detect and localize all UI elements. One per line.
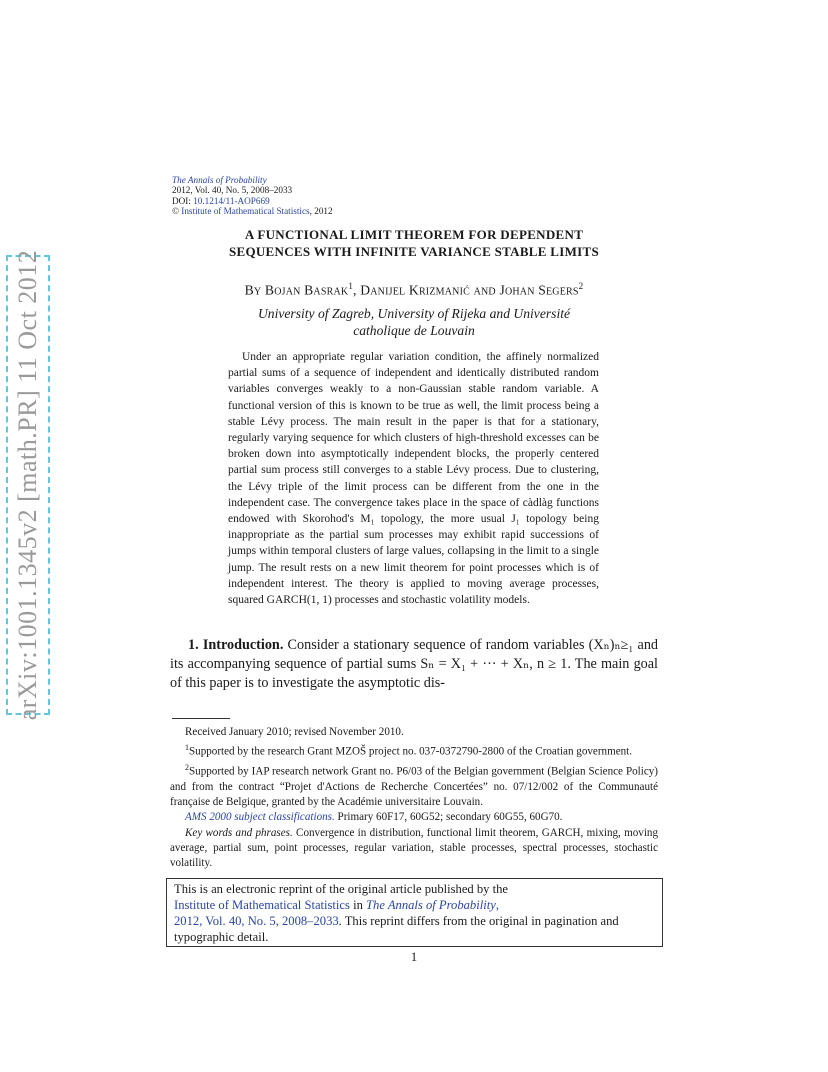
copyright-year: , 2012 (309, 206, 333, 217)
journal-volume: 2012, Vol. 40, No. 5, 2008–2033 (172, 185, 293, 196)
ams-codes: Primary 60F17, 60G52; secondary 60G55, 60G70. (334, 811, 563, 824)
footnote-1-text: Supported by the research Grant MZOŠ project no. 037-0372790-2800 of the Croatian government. (189, 745, 633, 758)
doi-link[interactable]: 10.1214/11-AOP669 (193, 195, 270, 206)
reprint-publisher-link[interactable]: Institute of Mathematical Statistics (174, 897, 350, 912)
copyright-icon: © (172, 206, 179, 217)
reprint-comma: , (495, 897, 499, 912)
introduction-section (170, 636, 658, 693)
reprint-rest: . This reprint differs from the original in pagination and typographic detail. (174, 913, 619, 944)
footnote-1-mark: 1 (185, 743, 189, 753)
arxiv-stamp (6, 249, 50, 721)
reprint-notice (166, 878, 663, 947)
keywords (170, 826, 658, 872)
author-footnote-2[interactable]: 2 (578, 281, 584, 291)
page-number: 1 (410, 950, 418, 964)
doi-label: DOI: (172, 195, 194, 206)
footnote-2-mark: 2 (185, 763, 189, 773)
footnote-2 (170, 760, 658, 810)
reprint-line-1: This is an electronic reprint of the original article published by the (174, 882, 508, 896)
footnotes (170, 725, 658, 871)
received-date: Received January 2010; revised November 2010. (185, 726, 404, 738)
reprint-journal-link[interactable]: The Annals of Probability (366, 897, 496, 912)
section-heading: 1. Introduction. (188, 637, 284, 653)
author-footnote-1[interactable]: 1 (348, 281, 354, 291)
journal-doi (172, 196, 333, 206)
footnote-2-text: Supported by IAP research network Grant no. P6/03 of the Belgian government (Belgian Science Policy) and from the contract “Projet d'Actions de Recherche Concertées” no. 07/12/002 of the Communauté française de Belgique, granted by the Académie universitaire Louvain. (170, 765, 658, 809)
footnote-rule (172, 718, 230, 719)
publisher-link[interactable]: Institute of Mathematical Statistics (181, 206, 310, 217)
affiliation-line-1: University of Zagreb, University of Rijeka and Université (257, 306, 571, 321)
abstract: Under an appropriate regular variation condition, the affinely normalized partial sums of a sequence of independent and identically distributed random variables converges weakly to a non-Gaussian stable random variable. A functional version of this is known to be true as well, the limit process being a stable Lévy process. The main result in the paper is that for a stationary, regularly varying sequence for which clusters of high-threshold excesses can be broken down into asymptotically independent blocks, the properly centered partial sum process still converges to a stable Lévy process. Due to clustering, the Lévy triple of the limit process can be different from the one in the independent case. The convergence takes place in the space of càdlàg functions endowed with Skorohod's M₁ topology, the more usual J₁ topology being inappropriate as the partial sum processes may exhibit rapid successions of jumps within temporal clusters of large values, collapsing in the limit to a single jump. The result rests on a new limit theorem for point processes which is of independent interest. The theory is applied to moving average processes, squared GARCH(1, 1) processes and stochastic volatility models. (228, 351, 599, 607)
reprint-citation-link[interactable]: 2012, Vol. 40, No. 5, 2008–2033 (174, 913, 339, 928)
journal-name[interactable]: The Annals of Probability (172, 175, 267, 185)
journal-copyright (172, 206, 333, 216)
reprint-in: in (349, 897, 367, 912)
affiliations (170, 305, 658, 339)
author-prefix: By Bojan Basrak (244, 282, 349, 298)
introduction-text: Consider a stationary sequence of random variables (Xₙ)ₙ≥₁ and its accompanying sequence of partial sums Sₙ = X₁ + ··· + Xₙ, n ≥ 1. The main goal of this paper is to investigate the asymptotic dis- (170, 637, 659, 691)
arxiv-identifier: arXiv:1001.1345v2 [math.PR] 11 Oct 2012 (13, 249, 42, 721)
author-list (170, 278, 658, 299)
affiliation-line-2: catholique de Louvain (353, 323, 475, 338)
journal-header (172, 175, 333, 217)
title-line-2: SEQUENCES WITH INFINITE VARIANCE STABLE LIMITS (228, 244, 600, 259)
footnote-1 (170, 740, 658, 760)
author-middle: , Danijel Krizmanić and Johan Segers (353, 282, 579, 298)
keywords-text: Convergence in distribution, functional limit theorem, GARCH, mixing, moving average, partial sum, point processes, regular variation, stable processes, spectral processes, stochastic volatility. (170, 826, 658, 869)
keywords-label: Key words and phrases. (185, 826, 293, 839)
paper-title (170, 226, 658, 260)
ams-link[interactable]: AMS 2000 subject classifications. (185, 811, 335, 824)
ams-classification (170, 810, 658, 825)
title-line-1: A FUNCTIONAL LIMIT THEOREM FOR DEPENDENT (244, 227, 584, 242)
